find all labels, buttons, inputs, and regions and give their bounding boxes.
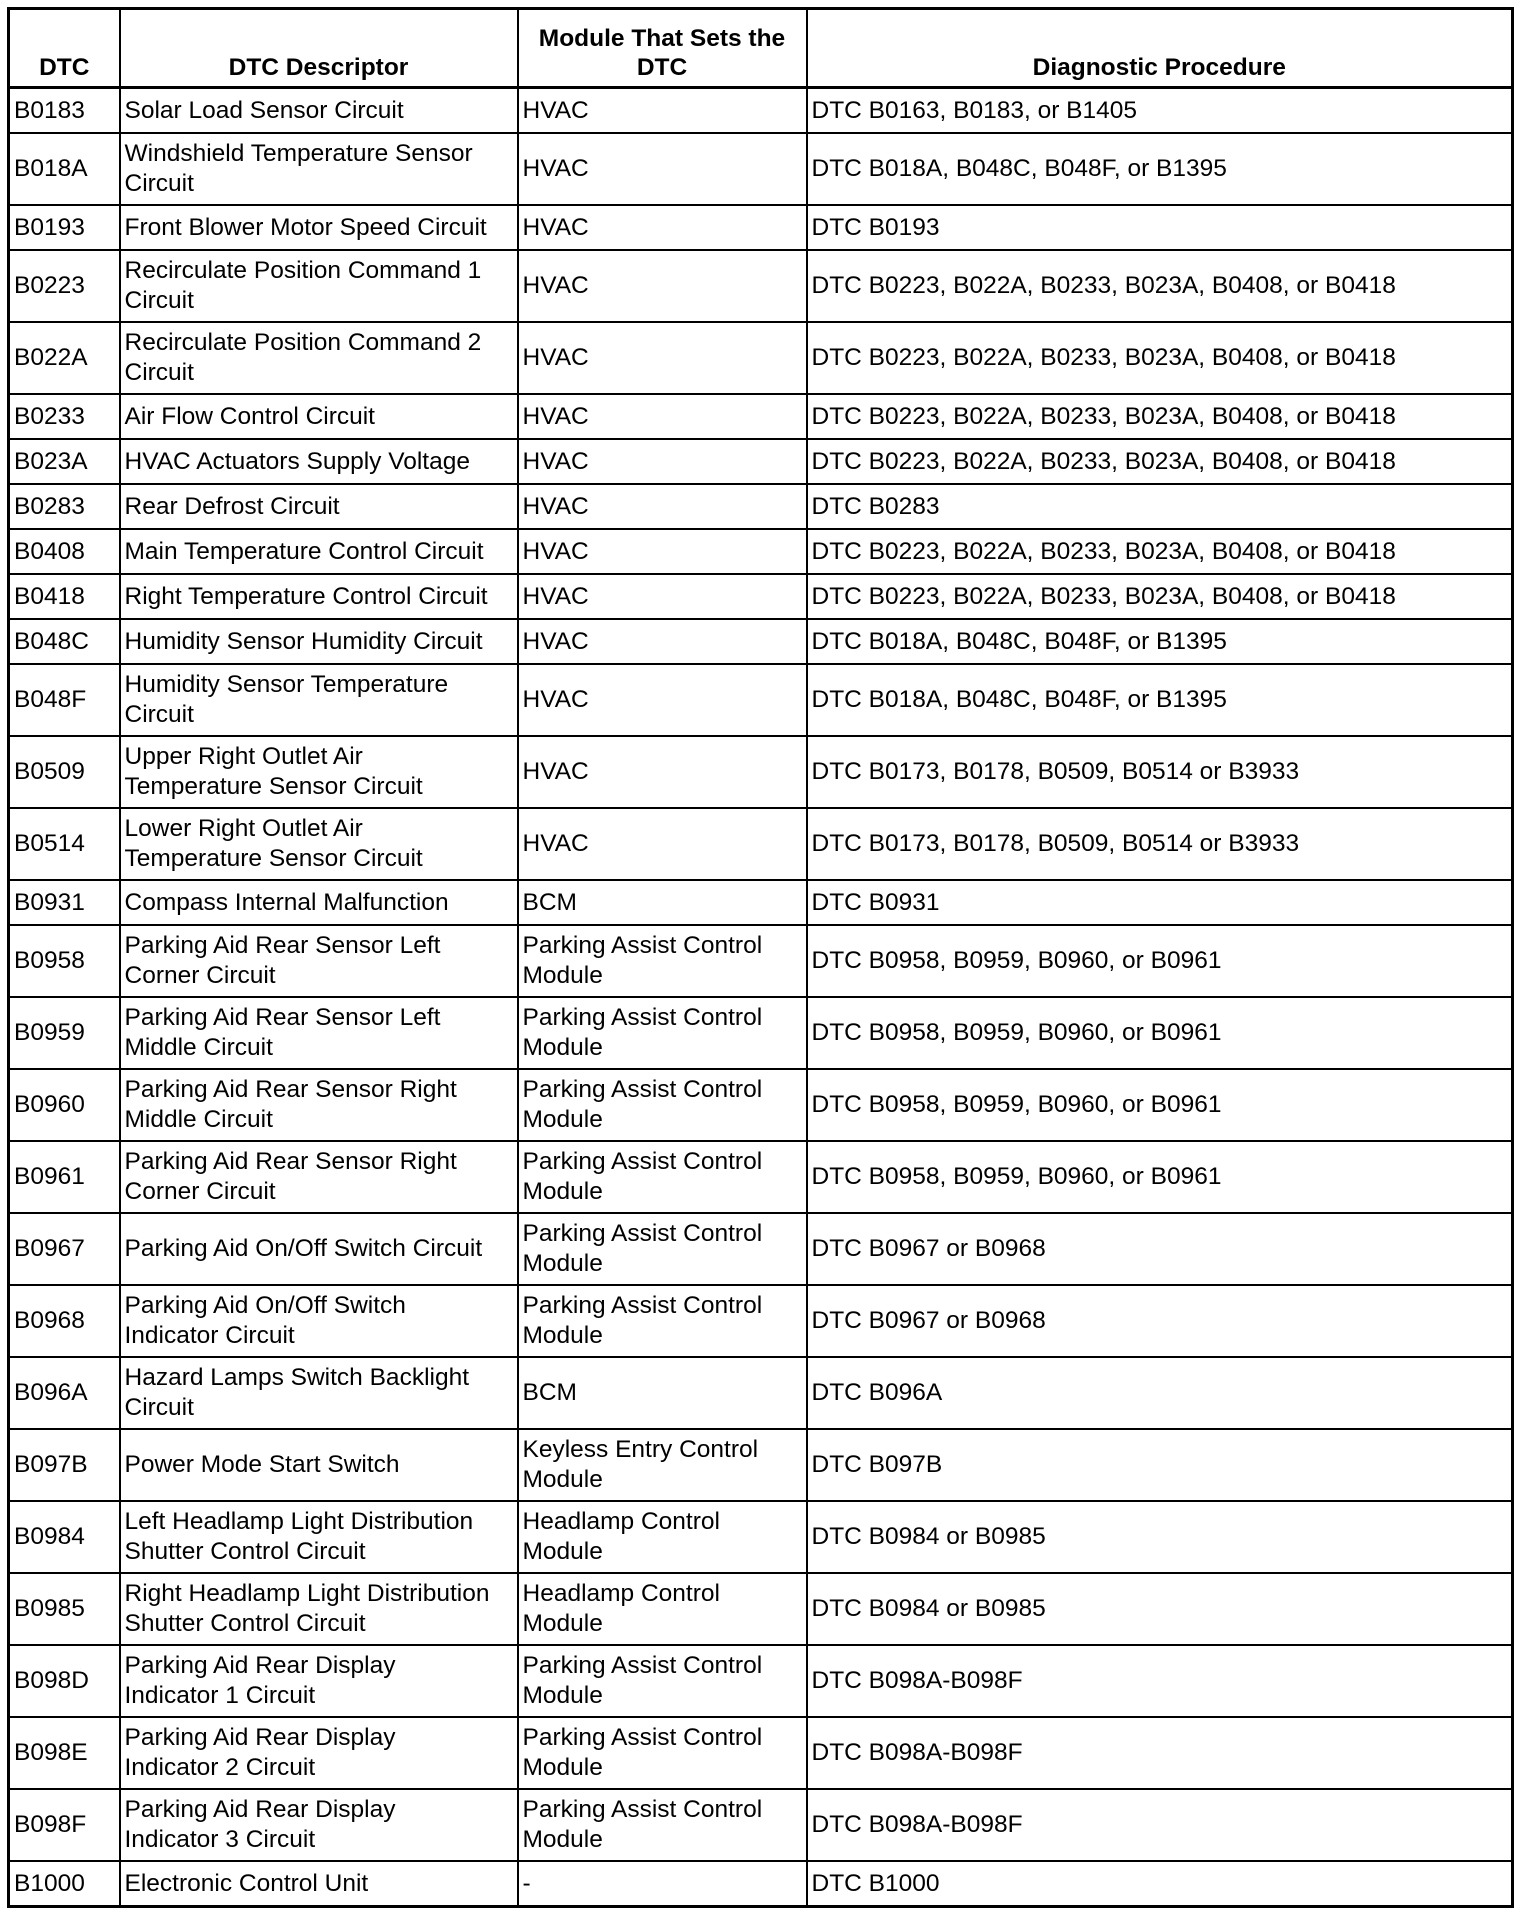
module-cell: Parking Assist Control Module (518, 1213, 807, 1285)
module-cell: HVAC (518, 736, 807, 808)
header-module: Module That Sets the DTC (518, 9, 807, 88)
header-row (9, 9, 1513, 88)
descriptor-cell: Recirculate Position Command 1 Circuit (120, 250, 518, 322)
table-row (9, 1141, 1513, 1213)
procedure-cell: DTC B0223, B022A, B0233, B023A, B0408, or B0418 (807, 322, 1513, 394)
table-row (9, 880, 1513, 925)
dtc-cell: B0931 (9, 880, 120, 925)
table-row (9, 808, 1513, 880)
module-cell: HVAC (518, 529, 807, 574)
descriptor-cell: Right Headlamp Light Distribution Shutter Control Circuit (120, 1573, 518, 1645)
procedure-cell: DTC B0223, B022A, B0233, B023A, B0408, or B0418 (807, 250, 1513, 322)
procedure-cell: DTC B097B (807, 1429, 1513, 1501)
dtc-cell: B0984 (9, 1501, 120, 1573)
header-dtc: DTC (9, 9, 120, 88)
header-descriptor: DTC Descriptor (120, 9, 518, 88)
procedure-cell: DTC B098A-B098F (807, 1789, 1513, 1861)
table-row (9, 205, 1513, 250)
table-header (9, 9, 1513, 88)
dtc-cell: B0183 (9, 88, 120, 134)
dtc-cell: B0985 (9, 1573, 120, 1645)
dtc-cell: B0961 (9, 1141, 120, 1213)
module-cell: Parking Assist Control Module (518, 997, 807, 1069)
descriptor-cell: Parking Aid Rear Display Indicator 2 Circuit (120, 1717, 518, 1789)
dtc-cell: B048C (9, 619, 120, 664)
module-cell: HVAC (518, 322, 807, 394)
module-cell: Headlamp Control Module (518, 1573, 807, 1645)
descriptor-cell: Power Mode Start Switch (120, 1429, 518, 1501)
table-row (9, 1213, 1513, 1285)
dtc-cell: B096A (9, 1357, 120, 1429)
procedure-cell: DTC B098A-B098F (807, 1645, 1513, 1717)
dtc-cell: B1000 (9, 1861, 120, 1907)
procedure-cell: DTC B0967 or B0968 (807, 1285, 1513, 1357)
table-row (9, 133, 1513, 205)
table-row (9, 1789, 1513, 1861)
procedure-cell: DTC B0958, B0959, B0960, or B0961 (807, 925, 1513, 997)
descriptor-cell: Solar Load Sensor Circuit (120, 88, 518, 134)
procedure-cell: DTC B018A, B048C, B048F, or B1395 (807, 133, 1513, 205)
procedure-cell: DTC B0223, B022A, B0233, B023A, B0408, or B0418 (807, 439, 1513, 484)
module-cell: BCM (518, 1357, 807, 1429)
descriptor-cell: Rear Defrost Circuit (120, 484, 518, 529)
table-row (9, 997, 1513, 1069)
module-cell: Parking Assist Control Module (518, 1789, 807, 1861)
descriptor-cell: Humidity Sensor Humidity Circuit (120, 619, 518, 664)
module-cell: Parking Assist Control Module (518, 1645, 807, 1717)
procedure-cell: DTC B0223, B022A, B0233, B023A, B0408, or B0418 (807, 394, 1513, 439)
table-row (9, 1645, 1513, 1717)
descriptor-cell: Compass Internal Malfunction (120, 880, 518, 925)
procedure-cell: DTC B018A, B048C, B048F, or B1395 (807, 664, 1513, 736)
descriptor-cell: Parking Aid Rear Sensor Right Middle Circuit (120, 1069, 518, 1141)
module-cell: HVAC (518, 574, 807, 619)
dtc-cell: B0283 (9, 484, 120, 529)
procedure-cell: DTC B0967 or B0968 (807, 1213, 1513, 1285)
module-cell: HVAC (518, 205, 807, 250)
procedure-cell: DTC B018A, B048C, B048F, or B1395 (807, 619, 1513, 664)
table-row (9, 1717, 1513, 1789)
descriptor-cell: Hazard Lamps Switch Backlight Circuit (120, 1357, 518, 1429)
table-row (9, 574, 1513, 619)
module-cell: HVAC (518, 808, 807, 880)
dtc-cell: B0193 (9, 205, 120, 250)
descriptor-cell: Parking Aid Rear Display Indicator 3 Circuit (120, 1789, 518, 1861)
module-cell: HVAC (518, 250, 807, 322)
descriptor-cell: Right Temperature Control Circuit (120, 574, 518, 619)
dtc-cell: B0418 (9, 574, 120, 619)
descriptor-cell: Main Temperature Control Circuit (120, 529, 518, 574)
dtc-cell: B098F (9, 1789, 120, 1861)
module-cell: Parking Assist Control Module (518, 1069, 807, 1141)
module-cell: BCM (518, 880, 807, 925)
procedure-cell: DTC B0173, B0178, B0509, B0514 or B3933 (807, 808, 1513, 880)
procedure-cell: DTC B0193 (807, 205, 1513, 250)
table-row (9, 925, 1513, 997)
module-cell: HVAC (518, 619, 807, 664)
module-cell: Keyless Entry Control Module (518, 1429, 807, 1501)
dtc-cell: B0958 (9, 925, 120, 997)
procedure-cell: DTC B0223, B022A, B0233, B023A, B0408, or B0418 (807, 529, 1513, 574)
table-row (9, 1285, 1513, 1357)
descriptor-cell: Upper Right Outlet Air Temperature Sensor Circuit (120, 736, 518, 808)
module-cell: - (518, 1861, 807, 1907)
descriptor-cell: Parking Aid On/Off Switch Indicator Circuit (120, 1285, 518, 1357)
procedure-cell: DTC B0984 or B0985 (807, 1501, 1513, 1573)
dtc-cell: B0223 (9, 250, 120, 322)
table-row (9, 394, 1513, 439)
procedure-cell: DTC B0958, B0959, B0960, or B0961 (807, 997, 1513, 1069)
descriptor-cell: Front Blower Motor Speed Circuit (120, 205, 518, 250)
dtc-cell: B0514 (9, 808, 120, 880)
descriptor-cell: Electronic Control Unit (120, 1861, 518, 1907)
dtc-cell: B023A (9, 439, 120, 484)
procedure-cell: DTC B098A-B098F (807, 1717, 1513, 1789)
table-row (9, 529, 1513, 574)
table-row (9, 1069, 1513, 1141)
procedure-cell: DTC B0958, B0959, B0960, or B0961 (807, 1141, 1513, 1213)
descriptor-cell: Parking Aid Rear Display Indicator 1 Circuit (120, 1645, 518, 1717)
procedure-cell: DTC B0173, B0178, B0509, B0514 or B3933 (807, 736, 1513, 808)
procedure-cell: DTC B0163, B0183, or B1405 (807, 88, 1513, 134)
procedure-cell: DTC B0958, B0959, B0960, or B0961 (807, 1069, 1513, 1141)
table-row (9, 664, 1513, 736)
dtc-cell: B018A (9, 133, 120, 205)
dtc-cell: B098E (9, 1717, 120, 1789)
dtc-cell: B048F (9, 664, 120, 736)
table-row (9, 619, 1513, 664)
dtc-cell: B0959 (9, 997, 120, 1069)
dtc-cell: B0233 (9, 394, 120, 439)
dtc-cell: B0967 (9, 1213, 120, 1285)
table-row (9, 1357, 1513, 1429)
procedure-cell: DTC B0283 (807, 484, 1513, 529)
module-cell: Headlamp Control Module (518, 1501, 807, 1573)
descriptor-cell: Parking Aid Rear Sensor Left Corner Circuit (120, 925, 518, 997)
descriptor-cell: Lower Right Outlet Air Temperature Sensor Circuit (120, 808, 518, 880)
module-cell: HVAC (518, 133, 807, 205)
module-cell: HVAC (518, 664, 807, 736)
dtc-cell: B097B (9, 1429, 120, 1501)
procedure-cell: DTC B0223, B022A, B0233, B023A, B0408, or B0418 (807, 574, 1513, 619)
dtc-cell: B022A (9, 322, 120, 394)
table-row (9, 439, 1513, 484)
table-body (9, 88, 1513, 1907)
descriptor-cell: Left Headlamp Light Distribution Shutter Control Circuit (120, 1501, 518, 1573)
dtc-cell: B098D (9, 1645, 120, 1717)
header-procedure: Diagnostic Procedure (807, 9, 1513, 88)
dtc-cell: B0509 (9, 736, 120, 808)
descriptor-cell: Parking Aid On/Off Switch Circuit (120, 1213, 518, 1285)
module-cell: HVAC (518, 439, 807, 484)
table-row (9, 1573, 1513, 1645)
module-cell: HVAC (518, 88, 807, 134)
descriptor-cell: Air Flow Control Circuit (120, 394, 518, 439)
descriptor-cell: Humidity Sensor Temperature Circuit (120, 664, 518, 736)
descriptor-cell: HVAC Actuators Supply Voltage (120, 439, 518, 484)
dtc-cell: B0968 (9, 1285, 120, 1357)
table-row (9, 322, 1513, 394)
module-cell: HVAC (518, 484, 807, 529)
module-cell: Parking Assist Control Module (518, 1717, 807, 1789)
procedure-cell: DTC B0931 (807, 880, 1513, 925)
module-cell: Parking Assist Control Module (518, 1141, 807, 1213)
descriptor-cell: Windshield Temperature Sensor Circuit (120, 133, 518, 205)
procedure-cell: DTC B096A (807, 1357, 1513, 1429)
table-row (9, 736, 1513, 808)
module-cell: Parking Assist Control Module (518, 925, 807, 997)
table-row (9, 1429, 1513, 1501)
module-cell: HVAC (518, 394, 807, 439)
descriptor-cell: Recirculate Position Command 2 Circuit (120, 322, 518, 394)
dtc-table (7, 7, 1514, 1908)
descriptor-cell: Parking Aid Rear Sensor Left Middle Circuit (120, 997, 518, 1069)
table-row (9, 1501, 1513, 1573)
procedure-cell: DTC B0984 or B0985 (807, 1573, 1513, 1645)
table-row (9, 88, 1513, 134)
table-row (9, 484, 1513, 529)
module-cell: Parking Assist Control Module (518, 1285, 807, 1357)
descriptor-cell: Parking Aid Rear Sensor Right Corner Circuit (120, 1141, 518, 1213)
dtc-cell: B0408 (9, 529, 120, 574)
procedure-cell: DTC B1000 (807, 1861, 1513, 1907)
dtc-cell: B0960 (9, 1069, 120, 1141)
table-row (9, 250, 1513, 322)
